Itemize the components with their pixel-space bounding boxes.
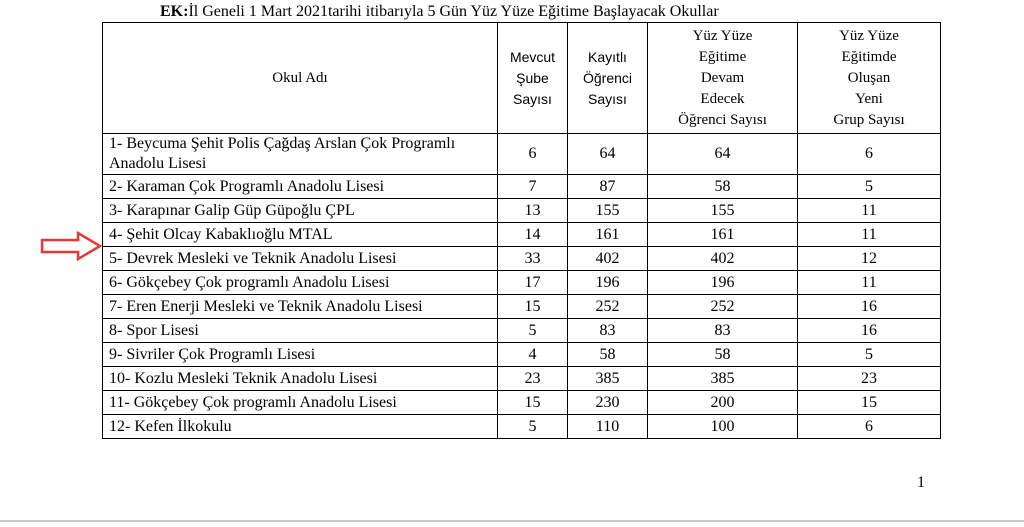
registered-students-cell: 385 [568,367,648,391]
group-count-cell: 5 [798,175,941,199]
branch-count-cell: 15 [498,391,568,415]
title-text: İl Geneli 1 Mart 2021tarihi itibarıyla 5 Gün Yüz Yüze Eğitime Başlayacak Okullar [188,3,719,20]
document-title [160,2,719,22]
table-row [103,367,941,391]
continuing-students-cell: 64 [648,134,798,175]
group-count-cell: 15 [798,391,941,415]
branch-count-cell: 5 [498,319,568,343]
registered-students-cell: 196 [568,271,648,295]
branch-count-cell: 13 [498,199,568,223]
branch-count-cell: 5 [498,415,568,439]
registered-students-cell: 58 [568,343,648,367]
continuing-students-cell: 83 [648,319,798,343]
continuing-students-cell: 385 [648,367,798,391]
header-branch-count: Mevcut Şube Sayısı [498,23,568,134]
continuing-students-cell: 155 [648,199,798,223]
table-row [103,199,941,223]
header-continuing-students: Yüz Yüze Eğitime Devam Edecek Öğrenci Sayısı [648,23,798,134]
school-name-cell: 11- Gökçebey Çok programlı Anadolu Lisesi [103,391,498,415]
continuing-students-cell: 200 [648,391,798,415]
table-row [103,391,941,415]
registered-students-cell: 83 [568,319,648,343]
table-row [103,223,941,247]
table-row [103,271,941,295]
registered-students-cell: 64 [568,134,648,175]
registered-students-cell: 161 [568,223,648,247]
group-count-cell: 11 [798,199,941,223]
group-count-cell: 12 [798,247,941,271]
branch-count-cell: 6 [498,134,568,175]
school-name-cell: 10- Kozlu Mesleki Teknik Anadolu Lisesi [103,367,498,391]
table-row [103,295,941,319]
registered-students-cell: 252 [568,295,648,319]
group-count-cell: 16 [798,295,941,319]
title-prefix: EK: [160,3,189,20]
group-count-cell: 6 [798,134,941,175]
group-count-cell: 16 [798,319,941,343]
school-name-cell: 3- Karapınar Galip Güp Güpoğlu ÇPL [103,199,498,223]
school-name-cell: 1- Beycuma Şehit Polis Çağdaş Arslan Çok Programlı Anadolu Lisesi [103,134,498,175]
school-name-cell: 7- Eren Enerji Mesleki ve Teknik Anadolu Lisesi [103,295,498,319]
continuing-students-cell: 58 [648,343,798,367]
group-count-cell: 11 [798,271,941,295]
school-name-cell: 8- Spor Lisesi [103,319,498,343]
right-arrow-outline-icon [40,231,102,261]
group-count-cell: 23 [798,367,941,391]
continuing-students-cell: 58 [648,175,798,199]
registered-students-cell: 402 [568,247,648,271]
branch-count-cell: 7 [498,175,568,199]
school-name-cell: 12- Kefen İlkokulu [103,415,498,439]
group-count-cell: 11 [798,223,941,247]
branch-count-cell: 4 [498,343,568,367]
school-name-cell: 9- Sivriler Çok Programlı Lisesi [103,343,498,367]
school-name-cell: 5- Devrek Mesleki ve Teknik Anadolu Lisesi [103,247,498,271]
school-name-cell: 2- Karaman Çok Programlı Anadolu Lisesi [103,175,498,199]
header-registered-students: Kayıtlı Öğrenci Sayısı [568,23,648,134]
continuing-students-cell: 196 [648,271,798,295]
registered-students-cell: 87 [568,175,648,199]
continuing-students-cell: 402 [648,247,798,271]
school-name-cell: 4- Şehit Olcay Kabaklıoğlu MTAL [103,223,498,247]
group-count-cell: 5 [798,343,941,367]
school-name-cell: 6- Gökçebey Çok programlı Anadolu Lisesi [103,271,498,295]
group-count-cell: 6 [798,415,941,439]
registered-students-cell: 155 [568,199,648,223]
table-row [103,175,941,199]
continuing-students-cell: 100 [648,415,798,439]
branch-count-cell: 23 [498,367,568,391]
schools-table [102,22,941,439]
registered-students-cell: 230 [568,391,648,415]
continuing-students-cell: 161 [648,223,798,247]
branch-count-cell: 17 [498,271,568,295]
page-divider [0,520,1024,522]
branch-count-cell: 14 [498,223,568,247]
table-row [103,134,941,175]
page-number: 1 [917,474,925,491]
table-row [103,319,941,343]
table-row [103,247,941,271]
table-row [103,415,941,439]
branch-count-cell: 15 [498,295,568,319]
header-new-group-count: Yüz Yüze Eğitimde Oluşan Yeni Grup Sayısı [798,23,941,134]
table-row [103,343,941,367]
continuing-students-cell: 252 [648,295,798,319]
table-header-row [103,23,941,134]
branch-count-cell: 33 [498,247,568,271]
registered-students-cell: 110 [568,415,648,439]
header-school-name: Okul Adı [103,23,498,134]
